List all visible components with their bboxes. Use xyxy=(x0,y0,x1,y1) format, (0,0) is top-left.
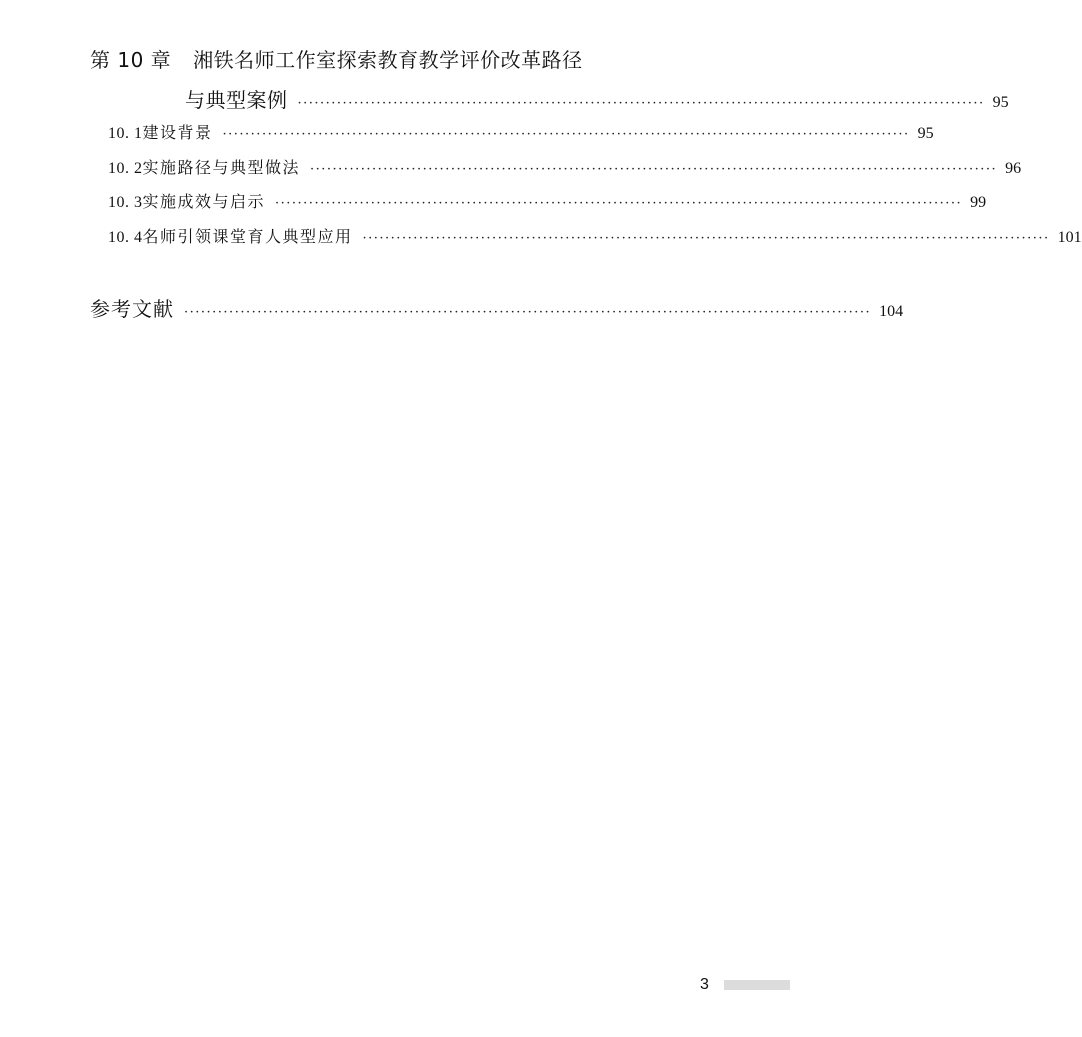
leader-dots: ·························································································································· xyxy=(310,162,998,177)
chapter-heading xyxy=(90,44,583,73)
section-title: 实施路径与典型做法 xyxy=(142,158,301,177)
chapter-title-line1: 湘铁名师工作室探索教育教学评价改革路径 xyxy=(193,48,583,72)
leader-dots: ·························································································································· xyxy=(275,196,963,211)
leader-dots: ·························································································································· xyxy=(222,127,910,142)
section-number: 10. 3 xyxy=(108,194,143,211)
section-title: 建设背景 xyxy=(142,123,213,142)
chapter-page-number: 95 xyxy=(992,94,1009,111)
leader-dots: ·························································································································· xyxy=(297,96,985,111)
toc-entry-10-3[interactable] xyxy=(108,189,987,212)
section-number: 10. 4 xyxy=(108,229,143,246)
leader-dots: ·························································································································· xyxy=(362,231,1050,246)
chapter-title-line2: 与典型案例 xyxy=(185,88,288,112)
section-number: 10. 2 xyxy=(108,160,143,177)
section-page-number: 99 xyxy=(970,194,987,211)
section-page-number: 96 xyxy=(1005,160,1022,177)
references-title: 参考文献 xyxy=(90,297,174,321)
chapter-title-row[interactable] xyxy=(185,84,1009,113)
footer-bar xyxy=(724,980,790,990)
section-number: 10. 1 xyxy=(108,125,143,142)
chapter-number: 第 10 章 xyxy=(90,48,172,72)
section-title: 名师引领课堂育人典型应用 xyxy=(142,227,353,246)
footer-page-number: 3 xyxy=(700,976,709,993)
section-page-number: 101 xyxy=(1057,229,1082,246)
toc-entry-10-2[interactable] xyxy=(108,155,1022,178)
section-title: 实施成效与启示 xyxy=(142,192,266,211)
toc-entry-10-1[interactable] xyxy=(108,120,934,143)
section-page-number: 95 xyxy=(917,125,934,142)
references-page-number: 104 xyxy=(879,303,904,320)
toc-entry-10-4[interactable] xyxy=(108,224,1082,247)
leader-dots: ·························································································································· xyxy=(184,305,872,320)
toc-entry-references[interactable] xyxy=(90,293,904,322)
